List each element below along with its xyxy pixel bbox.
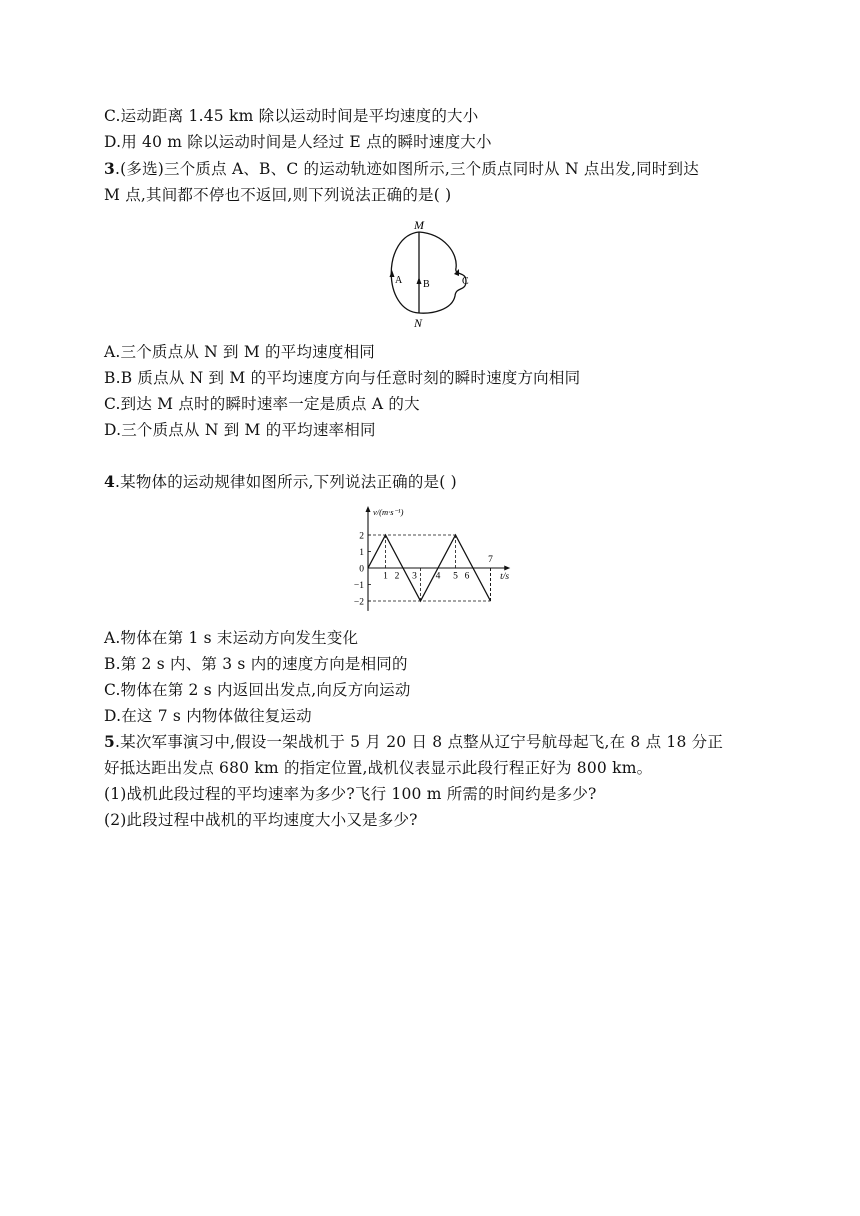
y-tick-label: −2 [353, 597, 364, 608]
label-a: A [395, 275, 403, 286]
x-tick-label: 6 [464, 571, 470, 582]
y-tick-label: 1 [359, 548, 364, 558]
q5-subquestion-2: (2)此段过程中战机的平均速度大小又是多少? [104, 811, 418, 829]
x-tick-label: 2 [394, 571, 400, 582]
label-b: B [423, 279, 430, 290]
arrow-c [454, 269, 459, 276]
label-n: N [414, 316, 423, 330]
q3-option-a: A.三个质点从 N 到 M 的平均速度相同 [104, 343, 375, 361]
q4-option-b: B.第 2 s 内、第 3 s 内的速度方向是相同的 [104, 655, 408, 673]
arrow-b [417, 277, 422, 284]
q3-number: 3 [104, 159, 115, 178]
q5-stem-line2: 好抵达距出发点 680 km 的指定位置,战机仪表显示此段行程正好为 800 km。 [104, 759, 653, 777]
q3-option-d: D.三个质点从 N 到 M 的平均速率相同 [104, 421, 376, 439]
x-tick-label: 7 [488, 555, 493, 565]
y-axis-arrow [366, 506, 371, 512]
q3-stem-text: .(多选)三个质点 A、B、C 的运动轨迹如图所示,三个质点同时从 N 点出发,同时到达 [115, 160, 699, 178]
label-m: M [414, 218, 424, 232]
q5-stem-line1 [104, 730, 723, 754]
y-tick-label: −1 [353, 581, 364, 591]
x-axis-label: t/s [500, 572, 510, 582]
velocity-time-graph [340, 500, 520, 618]
x-axis-arrow [504, 566, 510, 571]
q4-option-d: D.在这 7 s 内物体做往复运动 [104, 707, 312, 725]
q2-option-d: D.用 40 m 除以运动时间是人经过 E 点的瞬时速度大小 [104, 133, 492, 151]
x-tick-label: 5 [453, 571, 458, 582]
trajectory-figure [380, 216, 480, 331]
q5-stem-text: .某次军事演习中,假设一架战机于 5 月 20 日 8 点整从辽宁号航母起飞,在 8 点 18 分正 [115, 733, 724, 751]
q3-option-c: C.到达 M 点时的瞬时速率一定是质点 A 的大 [104, 395, 420, 413]
q5-subquestion-1: (1)战机此段过程的平均速率为多少?飞行 100 m 所需的时间约是多少? [104, 785, 597, 803]
q2-option-c: C.运动距离 1.45 km 除以运动时间是平均速度的大小 [104, 107, 479, 125]
q5-number: 5 [104, 732, 115, 751]
y-tick-label: 2 [359, 531, 364, 542]
q3-stem-line2: M 点,其间都不停也不返回,则下列说法正确的是( ) [104, 186, 452, 204]
x-tick-label: 4 [435, 571, 441, 582]
path-a [391, 232, 419, 313]
q3-option-b: B.B 质点从 N 到 M 的平均速度方向与任意时刻的瞬时速度方向相同 [104, 369, 581, 387]
q4-option-c: C.物体在第 2 s 内返回出发点,向反方向运动 [104, 681, 411, 699]
label-c: C [462, 276, 469, 287]
y-tick-label: 0 [359, 564, 364, 575]
q4-stem-text: .某物体的运动规律如图所示,下列说法正确的是( ) [115, 473, 457, 491]
q4-stem [104, 470, 457, 494]
x-tick-label: 3 [412, 571, 417, 582]
q4-number: 4 [104, 472, 115, 491]
y-axis-label: v/(m·s⁻¹) [373, 507, 404, 517]
q3-stem-line1 [104, 157, 699, 181]
arrow-a [390, 270, 395, 277]
q4-option-a: A.物体在第 1 s 末运动方向发生变化 [104, 629, 359, 647]
x-tick-label: 1 [383, 571, 388, 582]
